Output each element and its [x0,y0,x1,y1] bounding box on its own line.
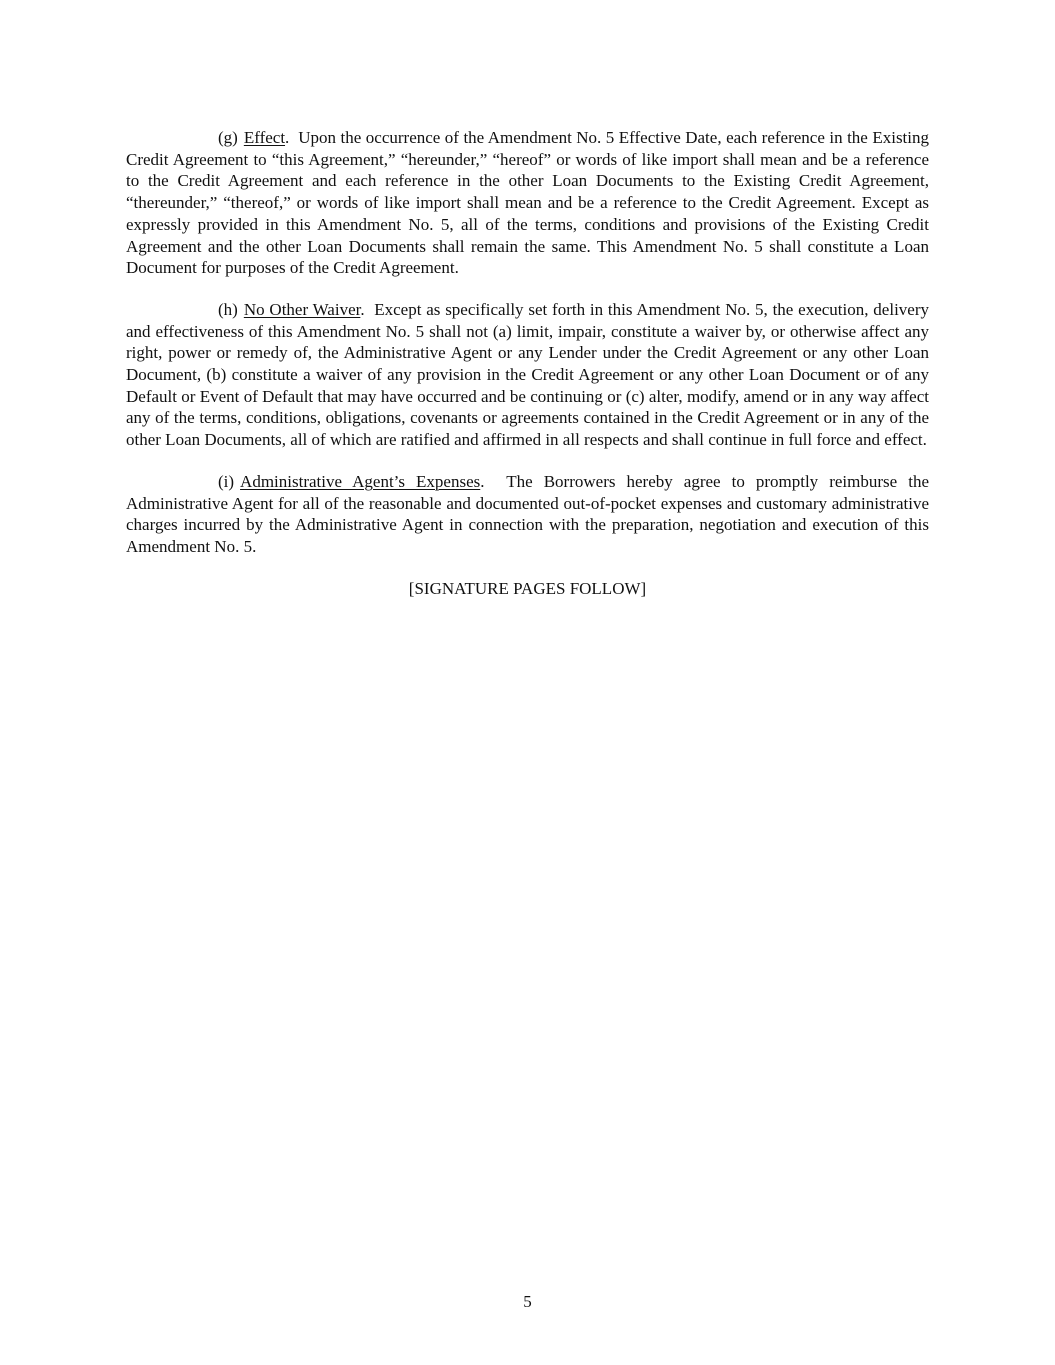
section-i: (i) Administrative Agent’s Expenses. The Borrowers hereby agree to promptly reimburse the Administrative Agent for all of the reasonable and documented out-of-pocket expenses and customary administrative charges incurred by the Administrative Agent in connection with the preparation, negotiation and execution of this Amendment No. 5. [126,471,929,556]
section-number: (g) [218,128,238,147]
document-body [126,127,929,599]
section-text: The Borrowers hereby agree to promptly reimburse the Administrative Agent for all of the reasonable and documented out-of-pocket expenses and customary administrative charges incurred by the Administrative Agent in connection with the preparation, negotiation and execution of this Amendment No. 5. [126,471,929,556]
section-heading: No Other Waiver [243,299,361,319]
page-number: 5 [523,1292,532,1311]
section-h: (h) No Other Waiver. Except as specifically set forth in this Amendment No. 5, the execution, delivery and effectiveness of this Amendment No. 5 shall not (a) limit, impair, constitute a waiver by, or otherwise affect any right, power or remedy of, the Administrative Agent or any Lender under the Credit Agreement or any other Loan Document, (b) constitute a waiver of any provision in the Credit Agreement or any other Loan Document or of any Default or Event of Default that may have occurred and be continuing or (c) alter, modify, amend or in any way affect any of the terms, conditions, obligations, covenants or agreements contained in the Credit Agreement or in any of the other Loan Documents, all of which are ratified and affirmed in all respects and shall continue in full force and effect. [126,299,929,450]
signature-pages-notice: [SIGNATURE PAGES FOLLOW] [408,578,647,598]
section-heading: Administrative Agent’s Expenses [240,471,481,491]
section-text: Except as specifically set forth in this Amendment No. 5, the execution, delivery and effectiveness of this Amendment No. 5 shall not (a) limit, impair, constitute a waiver by, or otherwise affect any right, power or remedy of, the Administrative Agent or any Lender under the Credit Agreement or any other Loan Document, (b) constitute a waiver of any provision in the Credit Agreement or any other Loan Document or of any Default or Event of Default that may have occurred and be continuing or (c) alter, modify, amend or in any way affect any of the terms, conditions, obligations, covenants or agreements contained in the Credit Agreement or in any of the other Loan Documents, all of which are ratified and affirmed in all respects and shall continue in full force and effect. [126,299,929,450]
section-text: Upon the occurrence of the Amendment No. 5 Effective Date, each reference in the Existing Credit Agreement to “this Agreement,” “hereunder,” “hereof” or words of like import shall mean and be a reference to the Credit Agreement and each reference in the other Loan Documents to the Existing Credit Agreement, “thereunder,” “thereof,” or words of like import shall mean and be a reference to the Credit Agreement. Except as expressly provided in this Amendment No. 5, all of the terms, conditions and provisions of the Existing Credit Agreement and the other Loan Documents shall remain the same. This Amendment No. 5 shall constitute a Loan Document for purposes of the Credit Agreement. [126,128,930,278]
section-number: (i) [218,471,235,491]
section-g: (g) Effect. Upon the occurrence of the Amendment No. 5 Effective Date, each reference in the Existing Credit Agreement to “this Agreement,” “hereunder,” “hereof” or words of like import shall mean and be a reference to the Credit Agreement and each reference in the other Loan Documents to the Existing Credit Agreement, “thereunder,” “thereof,” or words of like import shall mean and be a reference to the Credit Agreement. Except as expressly provided in this Amendment No. 5, all of the terms, conditions and provisions of the Existing Credit Agreement and the other Loan Documents shall remain the same. This Amendment No. 5 shall constitute a Loan Document for purposes of the Credit Agreement. [126,128,930,278]
section-heading: Effect [243,128,286,147]
section-number: (h) [218,299,238,319]
